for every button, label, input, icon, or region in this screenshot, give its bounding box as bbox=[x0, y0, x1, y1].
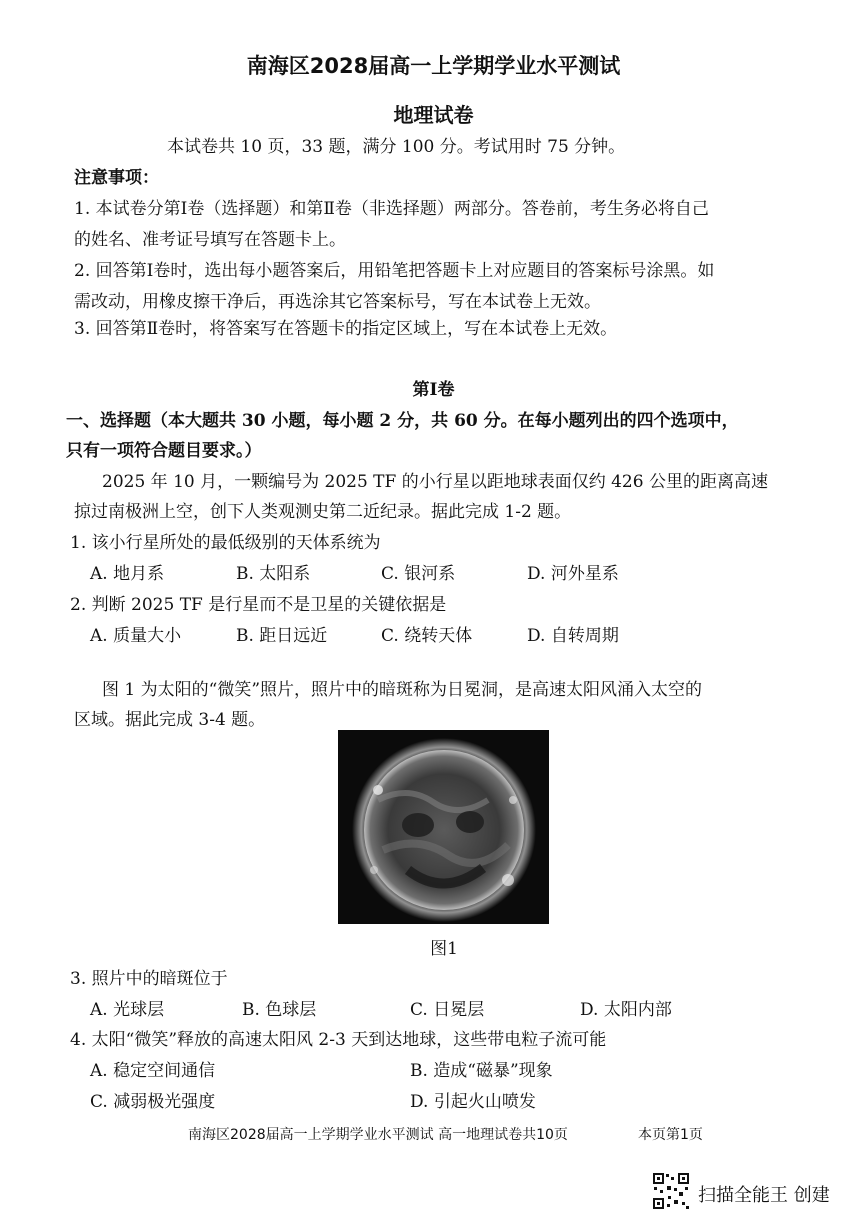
subject-title: 地理试卷 bbox=[393, 103, 474, 127]
question-stem-1: 1. 该小行星所处的最低级别的天体系统为 bbox=[70, 533, 381, 553]
footer-text: 南海区2028届高一上学期学业水平测试 高一地理试卷共10页 bbox=[188, 1127, 568, 1143]
passage-line: 图 1 为太阳的“微笑”照片，照片中的暗斑称为日冕洞，是高速太阳风涌入太空的 bbox=[102, 680, 703, 700]
option-q2-a[interactable]: A. 质量大小 bbox=[90, 626, 182, 646]
qr-code-icon bbox=[652, 1172, 690, 1210]
scanner-brand: 扫描全能王 创建 bbox=[698, 1185, 830, 1206]
option-q3-b[interactable]: B. 色球层 bbox=[242, 1000, 317, 1020]
option-q4-c[interactable]: C. 减弱极光强度 bbox=[90, 1092, 216, 1112]
sun-image bbox=[338, 730, 549, 924]
section-instruction: 一、选择题（本大题共 30 小题，每小题 2 分，共 60 分。在每小题列出的四个选项中， bbox=[66, 411, 739, 431]
option-q4-d[interactable]: D. 引起火山喷发 bbox=[410, 1092, 536, 1112]
note-line: 需改动，用橡皮擦干净后，再选涂其它答案标号，写在本试卷上无效。 bbox=[74, 292, 601, 312]
option-q1-b[interactable]: B. 太阳系 bbox=[236, 564, 311, 584]
option-q4-a[interactable]: A. 稳定空间通信 bbox=[90, 1061, 216, 1081]
sun-photo bbox=[338, 730, 549, 924]
option-q1-a[interactable]: A. 地月系 bbox=[90, 564, 165, 584]
footer-page: 本页第1页 bbox=[638, 1127, 703, 1143]
exam-title: 南海区2028届高一上学期学业水平测试 bbox=[246, 54, 621, 78]
passage-line: 掠过南极洲上空，创下人类观测史第二近纪录。据此完成 1-2 题。 bbox=[74, 502, 572, 522]
option-q1-d[interactable]: D. 河外星系 bbox=[527, 564, 619, 584]
question-stem-4: 4. 太阳“微笑”释放的高速太阳风 2-3 天到达地球，这些带电粒子流可能 bbox=[70, 1030, 607, 1050]
section-instruction: 只有一项符合题目要求。） bbox=[66, 441, 262, 461]
figure-caption: 图1 bbox=[430, 939, 458, 959]
option-q3-d[interactable]: D. 太阳内部 bbox=[580, 1000, 672, 1020]
note-line: 的姓名、准考证号填写在答题卡上。 bbox=[74, 230, 346, 250]
option-q2-b[interactable]: B. 距日远近 bbox=[236, 626, 328, 646]
question-stem-2: 2. 判断 2025 TF 是行星而不是卫星的关键依据是 bbox=[70, 595, 447, 615]
option-q3-c[interactable]: C. 日冕层 bbox=[410, 1000, 485, 1020]
passage-line: 2025 年 10 月，一颗编号为 2025 TF 的小行星以距地球表面仅约 426 公里的距离高速 bbox=[102, 472, 768, 492]
option-q2-d[interactable]: D. 自转周期 bbox=[527, 626, 619, 646]
notes-heading: 注意事项： bbox=[74, 168, 159, 188]
note-line: 3. 回答第Ⅱ卷时，将答案写在答题卡的指定区域上，写在本试卷上无效。 bbox=[74, 319, 618, 339]
note-line: 2. 回答第Ⅰ卷时，选出每小题答案后，用铅笔把答题卡上对应题目的答案标号涂黑。如 bbox=[74, 261, 715, 281]
option-q3-a[interactable]: A. 光球层 bbox=[90, 1000, 165, 1020]
note-line: 1. 本试卷分第Ⅰ卷（选择题）和第Ⅱ卷（非选择题）两部分。答卷前，考生务必将自己 bbox=[74, 199, 709, 219]
exam-info: 本试卷共 10 页，33 题，满分 100 分。考试用时 75 分钟。 bbox=[167, 137, 626, 157]
option-q1-c[interactable]: C. 银河系 bbox=[381, 564, 456, 584]
option-q2-c[interactable]: C. 绕转天体 bbox=[381, 626, 473, 646]
question-stem-3: 3. 照片中的暗斑位于 bbox=[70, 969, 228, 989]
option-q4-b[interactable]: B. 造成“磁暴”现象 bbox=[410, 1061, 553, 1081]
volume-title: 第Ⅰ卷 bbox=[412, 380, 455, 400]
passage-line: 区域。据此完成 3-4 题。 bbox=[74, 710, 266, 730]
